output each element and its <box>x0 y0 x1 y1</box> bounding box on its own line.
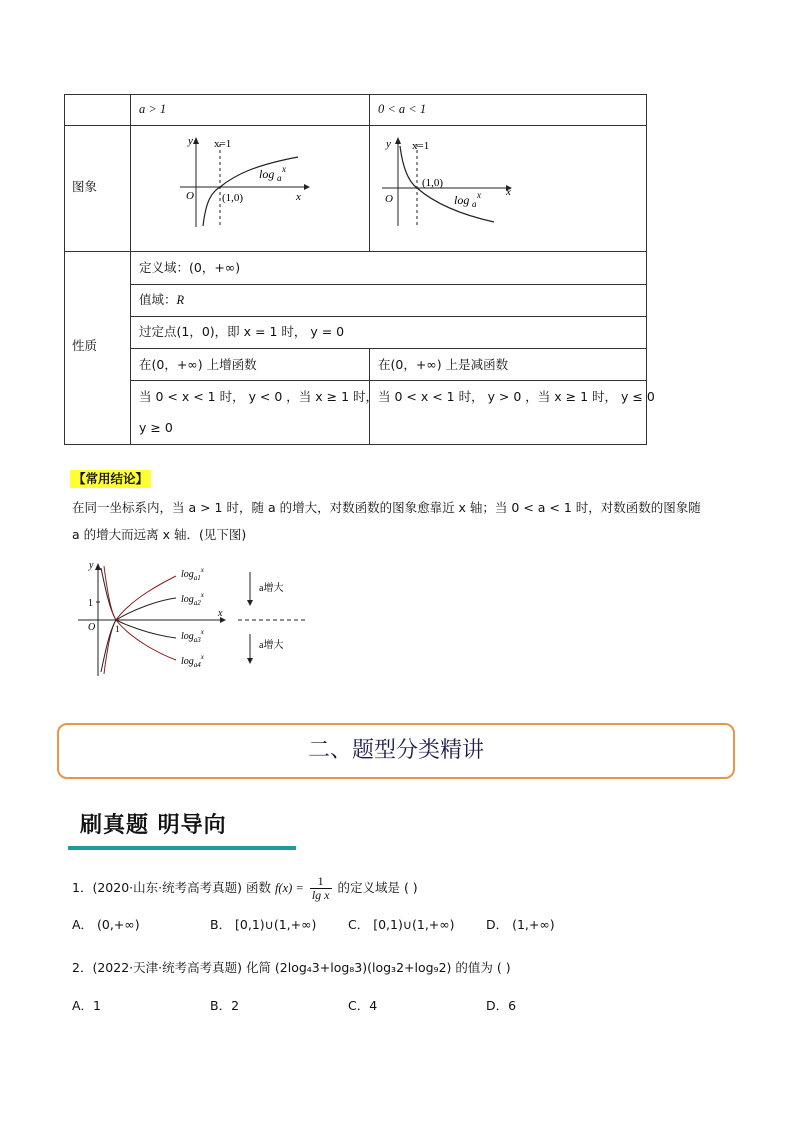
y-label: y <box>89 560 94 571</box>
table-border-top <box>64 94 647 95</box>
curve-label-sub: a <box>277 173 282 183</box>
conclusion-tag: 【常用结论】 <box>70 470 151 488</box>
log-curve <box>400 146 494 222</box>
question-1-option-a[interactable]: A． (0,+∞) <box>72 917 140 932</box>
curve-label: log <box>454 193 470 207</box>
y-label: y <box>188 135 193 147</box>
curve-a3-label: $\log_{a3}^x$ <box>181 628 204 644</box>
x-label: x <box>218 608 223 619</box>
question-1-option-d[interactable]: D． (1,+∞) <box>486 917 555 932</box>
x-axis-arrow-icon <box>304 184 310 190</box>
conclusion-line1: 在同一坐标系内，当 a > 1 时，随 a 的增大，对数函数的图象愈靠近 x 轴；当 0 < a < 1 时，对数函数的图象随 <box>72 500 701 515</box>
question-2-option-c[interactable]: C．4 <box>348 998 378 1013</box>
question-2-option-b[interactable]: B．2 <box>210 998 240 1013</box>
line-x1-label: x=1 <box>214 138 232 150</box>
curve-label-sup: x <box>282 164 286 174</box>
table-border-left <box>64 94 65 445</box>
arrow-down-icon <box>247 658 253 664</box>
header-a-gt-1: a > 1 <box>139 102 167 116</box>
arrow-lower-label: a增大 <box>259 640 284 651</box>
table-rule <box>131 284 647 285</box>
y-axis-arrow-icon <box>193 137 199 144</box>
prop-sign-lt1: 当 0 < x < 1 时， y > 0 ，当 x ≥ 1 时， y ≤ 0 <box>378 389 655 404</box>
prop-range-value: R <box>176 293 185 307</box>
origin-label: O <box>385 193 393 205</box>
table-rule <box>131 348 647 349</box>
x-label: x <box>506 186 511 198</box>
prop-domain: 定义域：(0，+∞) <box>139 260 241 275</box>
question-1-suffix: 的定义域是 ( ) <box>337 880 418 895</box>
question-1-prefix: 1．(2020·山东·统考高考真题) 函数 <box>72 880 271 895</box>
log-family-figure <box>74 558 314 680</box>
fraction-numerator: 1 <box>310 875 332 889</box>
curve-a4 <box>104 566 176 660</box>
question-1-fraction <box>310 875 332 902</box>
question-2-option-a[interactable]: A．1 <box>72 998 102 1013</box>
arrow-upper-label: a增大 <box>259 583 284 594</box>
curve-label-sub: a <box>472 199 477 209</box>
table-rule <box>131 380 647 381</box>
graph-log-decreasing <box>378 130 518 230</box>
question-1-option-c[interactable]: C． [0,1)∪(1,+∞) <box>348 917 455 932</box>
y-axis-arrow-icon <box>395 137 401 144</box>
curve-label-sup: x <box>477 190 481 200</box>
question-1-function: f(x) = <box>274 881 304 895</box>
section-title: 刷真题 明导向 <box>80 813 227 838</box>
prop-range <box>139 292 184 308</box>
row-label-properties: 性质 <box>72 338 98 353</box>
y-axis-arrow-icon <box>95 563 101 570</box>
curve-a1-label: $\log_{a1}^x$ <box>181 566 204 582</box>
fraction-denominator: lg x <box>311 888 330 902</box>
question-2-stem: 2．(2022·天津·统考高考真题) 化简 (2log₄3+log₈3)(log₃2+log₉2) 的值为 ( ) <box>72 960 511 975</box>
table-rule <box>131 316 647 317</box>
prop-monotone-dec: 在(0，+∞) 上是减函数 <box>378 357 509 372</box>
prop-sign-gt1-line1: 当 0 < x < 1 时， y < 0 ，当 x ≥ 1 时， <box>139 389 379 404</box>
table-border-bottom <box>64 444 647 445</box>
arrow-down-icon <box>247 600 253 606</box>
x-one-label: 1 <box>115 624 120 634</box>
curve-a2-label: $\log_{a2}^x$ <box>181 591 204 607</box>
question-1-option-b[interactable]: B． [0,1)∪(1,+∞) <box>210 917 317 932</box>
table-col-rule <box>130 94 131 445</box>
y-one-label: 1 <box>88 598 93 609</box>
table-col-rule <box>369 94 370 252</box>
header-a-lt-1: 0 < a < 1 <box>378 102 427 116</box>
conclusion-line2: a 的增大而远离 x 轴．(见下图) <box>72 527 247 542</box>
prop-monotone-inc: 在(0，+∞) 上增函数 <box>139 357 257 372</box>
table-rule <box>64 125 647 126</box>
question-1-stem <box>72 875 418 902</box>
table-rule <box>64 251 647 252</box>
curve-label: log <box>259 167 275 181</box>
section-banner: 二、题型分类精讲 <box>57 723 735 779</box>
prop-range-prefix: 值域： <box>139 292 177 307</box>
point-label: (1,0) <box>422 177 444 189</box>
y-label: y <box>386 138 391 150</box>
curve-a2 <box>101 598 176 672</box>
prop-fixed-point: 过定点(1，0)，即 x = 1 时， y = 0 <box>139 324 345 339</box>
origin-label: O <box>88 622 96 633</box>
line-x1-label: x=1 <box>412 140 430 152</box>
question-2-option-d[interactable]: D．6 <box>486 998 517 1013</box>
point-label: (1,0) <box>222 192 244 204</box>
section-underline <box>68 846 296 850</box>
prop-sign-gt1-line2: y ≥ 0 <box>139 420 173 435</box>
row-label-graph: 图象 <box>72 179 98 194</box>
x-label: x <box>296 191 301 203</box>
origin-label: O <box>186 190 194 202</box>
curve-a4-label: $\log_{a4}^x$ <box>181 653 204 669</box>
graph-log-increasing <box>176 130 316 230</box>
